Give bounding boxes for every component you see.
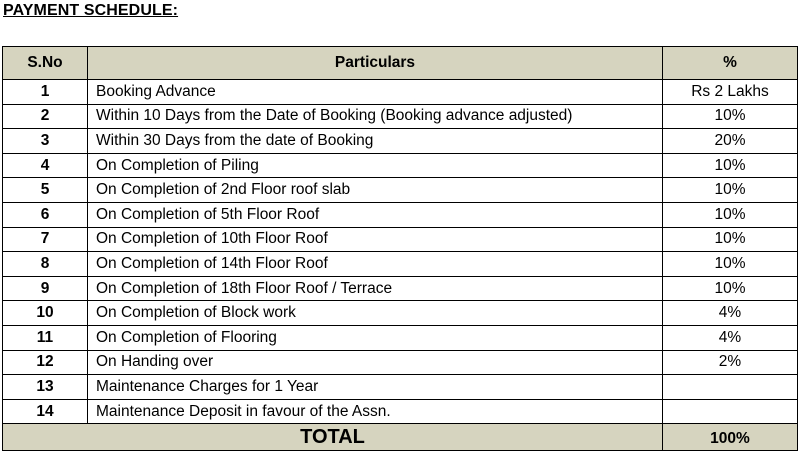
table-row: [3, 301, 798, 326]
row-percent: 10%: [663, 202, 798, 227]
row-particulars: On Completion of Block work: [88, 301, 663, 326]
table-row: [3, 276, 798, 301]
row-sno: 13: [3, 375, 88, 400]
row-particulars: On Handing over: [88, 350, 663, 375]
column-header-particulars: Particulars: [88, 47, 663, 80]
row-sno: 1: [3, 80, 88, 105]
column-header-sno: S.No: [3, 47, 88, 80]
row-sno: 8: [3, 252, 88, 277]
row-percent: [663, 375, 798, 400]
row-percent: [663, 399, 798, 424]
row-particulars: Maintenance Charges for 1 Year: [88, 375, 663, 400]
row-percent: 2%: [663, 350, 798, 375]
row-sno: 3: [3, 129, 88, 154]
row-percent: 20%: [663, 129, 798, 154]
row-particulars: On Completion of 5th Floor Roof: [88, 202, 663, 227]
row-sno: 14: [3, 399, 88, 424]
row-sno: 7: [3, 227, 88, 252]
row-percent: Rs 2 Lakhs: [663, 80, 798, 105]
row-percent: 4%: [663, 301, 798, 326]
row-percent: 10%: [663, 153, 798, 178]
row-sno: 5: [3, 178, 88, 203]
row-percent: 10%: [663, 276, 798, 301]
row-particulars: Booking Advance: [88, 80, 663, 105]
table-header-row: [3, 47, 798, 80]
row-sno: 10: [3, 301, 88, 326]
table-row: [3, 227, 798, 252]
table-row: [3, 80, 798, 105]
table-row: [3, 104, 798, 129]
row-sno: 4: [3, 153, 88, 178]
row-sno: 2: [3, 104, 88, 129]
row-sno: 12: [3, 350, 88, 375]
row-particulars: On Completion of 10th Floor Roof: [88, 227, 663, 252]
total-row: [3, 424, 798, 451]
row-sno: 9: [3, 276, 88, 301]
row-particulars: Within 10 Days from the Date of Booking (Booking advance adjusted): [88, 104, 663, 129]
table-row: [3, 129, 798, 154]
row-particulars: On Completion of Piling: [88, 153, 663, 178]
table-row: [3, 375, 798, 400]
row-percent: 10%: [663, 227, 798, 252]
table-row: [3, 252, 798, 277]
table-row: [3, 399, 798, 424]
column-header-percent: %: [663, 47, 798, 80]
total-label: TOTAL: [3, 424, 663, 451]
table-row: [3, 325, 798, 350]
total-value: 100%: [663, 424, 798, 451]
table-row: [3, 202, 798, 227]
row-sno: 6: [3, 202, 88, 227]
row-particulars: Within 30 Days from the date of Booking: [88, 129, 663, 154]
payment-schedule-table: [2, 46, 798, 451]
row-particulars: On Completion of 2nd Floor roof slab: [88, 178, 663, 203]
row-particulars: Maintenance Deposit in favour of the Assn.: [88, 399, 663, 424]
table-row: [3, 178, 798, 203]
row-percent: 10%: [663, 252, 798, 277]
page-heading: PAYMENT SCHEDULE:: [3, 2, 179, 19]
row-sno: 11: [3, 325, 88, 350]
row-percent: 4%: [663, 325, 798, 350]
table-row: [3, 350, 798, 375]
row-particulars: On Completion of Flooring: [88, 325, 663, 350]
row-particulars: On Completion of 14th Floor Roof: [88, 252, 663, 277]
row-percent: 10%: [663, 104, 798, 129]
table-row: [3, 153, 798, 178]
row-particulars: On Completion of 18th Floor Roof / Terrace: [88, 276, 663, 301]
row-percent: 10%: [663, 178, 798, 203]
